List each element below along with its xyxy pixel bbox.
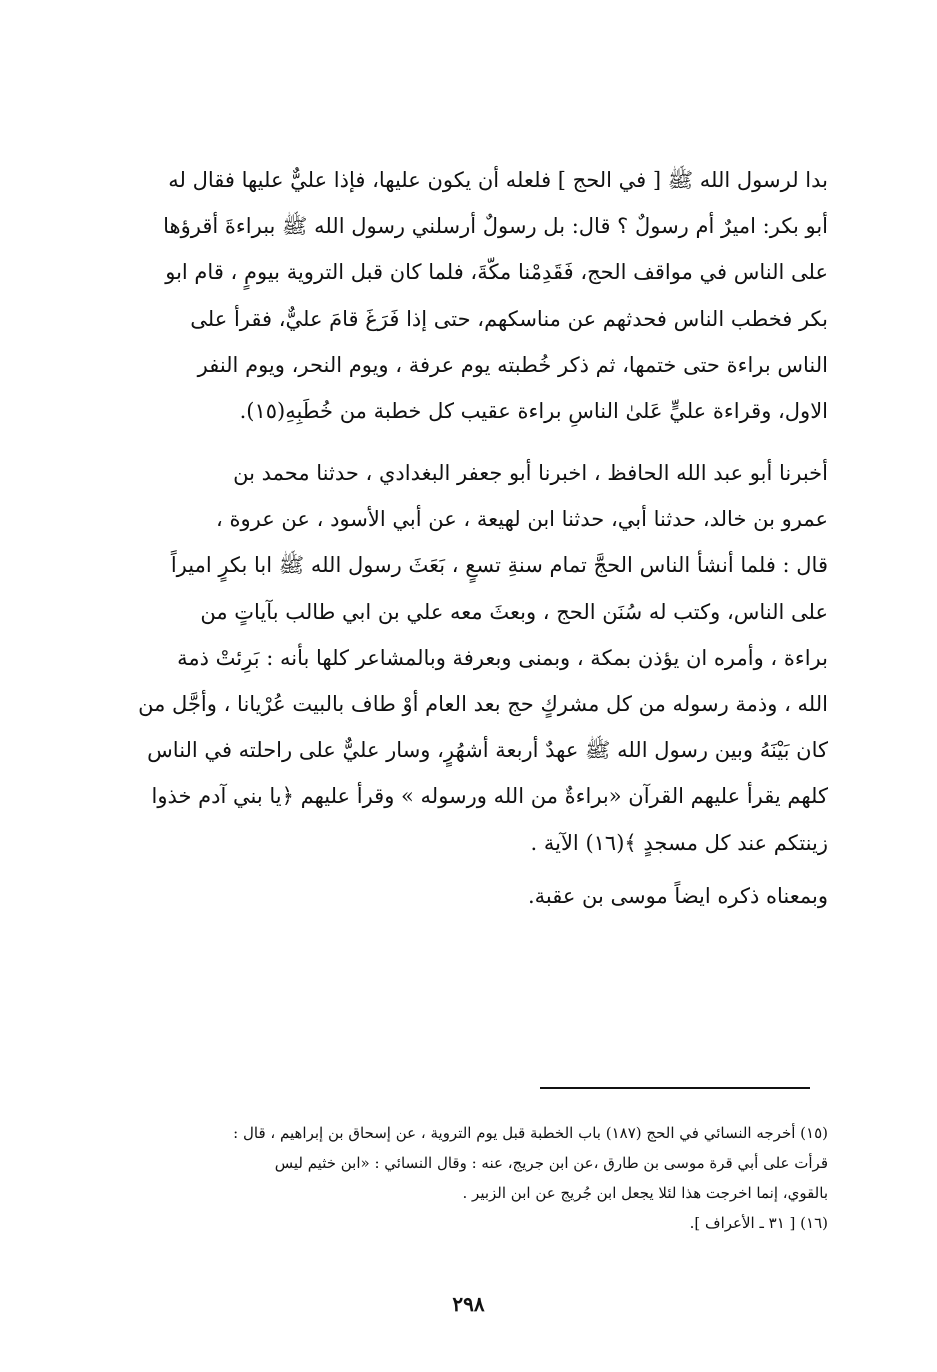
paragraph-text: أخبرنا أبو عبد الله الحافظ ، اخبرنا أبو جعفر البغدادي ، حدثنا محمد بن عمرو بن خالد، حدثنا أبي، حدثنا ابن لهيعة ، عن أبي الأسود ، عن عروة ، قال : فلما أنشأ الناس الحجَّ تمام سنةِ تسعٍ ، بَعَثَ رسول الله ﷺ ابا بكرٍ اميراً على الناس، وكتب له سُنَن الحج ، وبعثَ معه علي بن ابي طالب بآياتٍ من براءة ، وأمره ان يؤذن بمكة ، وبمنى وبعرفة وبالمشاعر كلها بأنه : بَرِئتْ ذمة الله ، وذمة رسوله من كل مشركٍ حج بعد العام أوْ طاف بالبيت عُرْيانا ، وأجَّل من كان بَيْنَهُ وبين رسول الله ﷺ عهدٌ أربعة أشهُرٍ، وسار عليٌّ على راحلته في الناس كلهم يقرأ عليهم القرآن «براءةٌ من الله ورسوله » وقرأ عليهم ﴿يا بني آدم خذوا زينتكم عند كل مسجدٍ ﴾(١٦) الآية . [138, 461, 828, 855]
paragraph-text: بدا لرسول الله ﷺ [ في الحج ] فلعله أن يكون عليها، فإذا عليٌّ عليها فقال له أبو بكر: اميرٌ أم رسولٌ ؟ قال: بل رسولٌ أرسلني رسول الله ﷺ ببراءةَ أقرؤها على الناس في مواقف الحج، فَقَدِمْنا مكّةَ، فلما كان قبل التروية بيومٍ ، قام ابو بكر فخطب الناس فحدثهم عن مناسكهم، حتى إذا فَرَغَ قامَ عليٌّ، فقرأ على الناس براءة حتى ختمها، ثم ذكر خُطبته يوم عرفة ، ويوم النحر، ويوم النفر الاول، وقراءة عليٍّ عَلىٰ الناسِ براءة عقيب كل خطبة من خُطَبِهِ(١٥). [163, 168, 828, 424]
footnote-15: (١٥) أخرجه النسائي في الحج (١٨٧) باب الخطبة قبل يوم التروية ، عن إسحاق بن إبراهيم ، قال : قرأت على أبي قرة موسى بن طارق ،عن ابن جريج، عنه : وقال النسائي : «ابن خثيم ليس بالقوي، إنما اخرجت هذا لئلا يجعل ابن جُريج عن ابن الزبير . [233, 1124, 828, 1202]
page-number: ٢٩٨ [452, 1292, 485, 1316]
footnotes-section [112, 1118, 828, 1238]
paragraph-text: وبمعناه ذكره ايضاً موسى بن عقبة. [527, 884, 828, 908]
body-paragraph-1 [112, 157, 828, 434]
body-paragraph-3 [112, 873, 828, 919]
footnote-separator [540, 1087, 810, 1089]
footnote-16: (١٦) [ ٣١ ـ الأعراف ]. [689, 1214, 828, 1232]
body-paragraph-2 [112, 450, 828, 866]
